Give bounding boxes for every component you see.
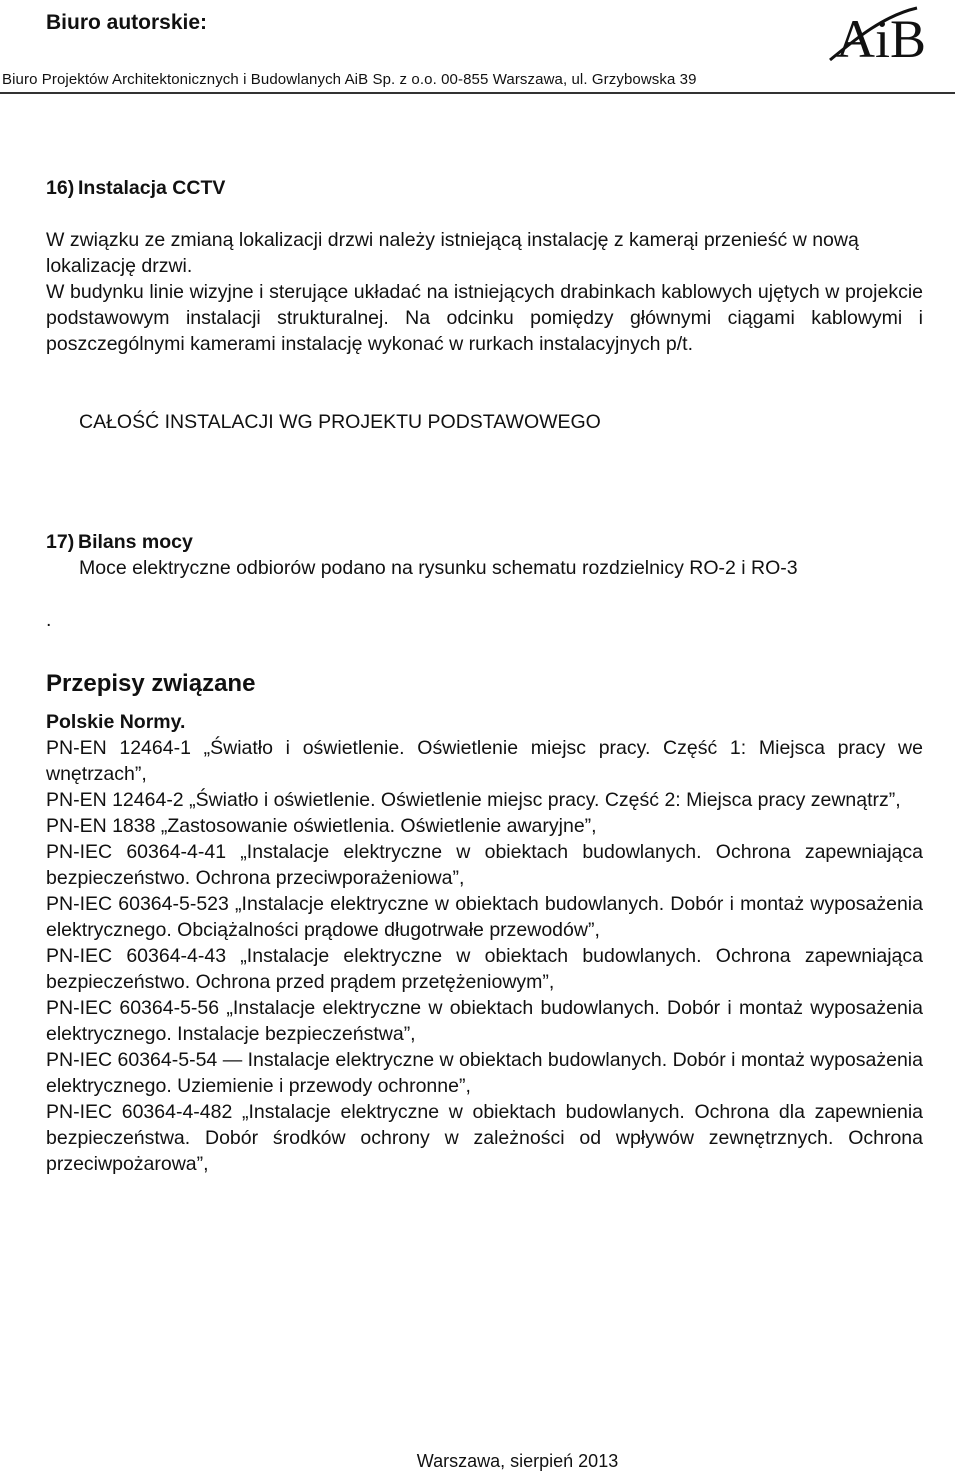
footer-date: Warszawa, sierpień 2013: [416, 1451, 619, 1471]
regulations-title: Przepisy związane: [46, 670, 256, 697]
regulations-subtitle: Polskie Normy.: [46, 711, 186, 733]
section-17-heading: [46, 529, 923, 555]
section-17-dot: .: [46, 609, 52, 631]
regulation-item: PN-IEC 60364-5-56 „Instalacje elektryczne w obiektach budowlanych. Dobór i montaż wyposażenia elektrycznego. Instalacje bezpieczeństwa”,: [46, 997, 923, 1045]
section-17-title: Bilans mocy: [78, 531, 193, 553]
regulation-item: PN-IEC 60364-4-41 „Instalacje elektryczne w obiektach budowlanych. Ochrona zapewniająca bezpieczeństwo. Ochrona przeciwporażeniowa”,: [46, 841, 923, 889]
regulation-item: PN-IEC 60364-5-54 — Instalacje elektryczne w obiektach budowlanych. Dobór i montaż wyposażenia elektrycznego. Uziemienie i przewody ochronne”,: [46, 1049, 923, 1097]
header-divider: [0, 92, 955, 94]
section-16-note: CAŁOŚĆ INSTALACJI WG PROJEKTU PODSTAWOWEGO: [79, 411, 601, 433]
regulation-item: PN-EN 12464-1 „Światło i oświetlenie. Oświetlenie miejsc pracy. Część 1: Miejsca pracy we wnętrzach”,: [46, 737, 923, 785]
header-label: Biuro autorskie:: [46, 11, 208, 34]
section-16-title: Instalacja CCTV: [78, 177, 226, 199]
aib-logo: [822, 2, 956, 68]
section-16-paragraph-2: W budynku linie wizyjne i sterujące układać na istniejących drabinkach kablowych ujętych w projekcie podstawowym instalacji strukturalnej. Na odcinku pomiędzy głównymi ciągami kablowymi i poszczególnymi kamerami instalację wykonać w rurkach instalacyjnych p/t.: [46, 281, 923, 355]
section-17-text: Moce elektryczne odbiorów podano na rysunku schematu rozdzielnicy RO-2 i RO-3: [79, 557, 798, 579]
logo-text: AiB: [836, 9, 927, 68]
regulation-item: PN-IEC 60364-5-523 „Instalacje elektryczne w obiektach budowlanych. Dobór i montaż wyposażenia elektrycznego. Obciążalności prądowe długotrwałe przewodów”,: [46, 893, 923, 941]
regulation-item: PN-EN 1838 „Zastosowanie oświetlenia. Oświetlenie awaryjne”,: [46, 815, 597, 837]
regulation-item: PN-IEC 60364-4-43 „Instalacje elektryczne w obiektach budowlanych. Ochrona zapewniająca bezpieczeństwo. Ochrona przed prądem przetężeniowym”,: [46, 945, 923, 993]
regulation-item: PN-IEC 60364-4-482 „Instalacje elektryczne w obiektach budowlanych. Ochrona dla zapewnienia bezpieczeństwa. Dobór środków ochrony w zależności od wpływów zewnętrznych. Ochrona przeciwpożarowa”,: [46, 1101, 923, 1175]
regulation-item: PN-EN 12464-2 „Światło i oświetlenie. Oświetlenie miejsc pracy. Część 2: Miejsca pracy zewnątrz”,: [46, 789, 901, 811]
company-address: Biuro Projektów Architektonicznych i Budowlanych AiB Sp. z o.o. 00-855 Warszawa, ul. Grzybowska 39: [2, 71, 697, 88]
section-17-number: 17): [46, 531, 75, 553]
section-16-heading: [46, 175, 923, 201]
document-body: [46, 175, 923, 1177]
section-16-number: 16): [46, 177, 75, 199]
section-16-paragraph-1: W związku ze zmianą lokalizacji drzwi należy istniejącą instalację z kamerąi przenieść w nową lokalizację drzwi.: [46, 229, 859, 277]
